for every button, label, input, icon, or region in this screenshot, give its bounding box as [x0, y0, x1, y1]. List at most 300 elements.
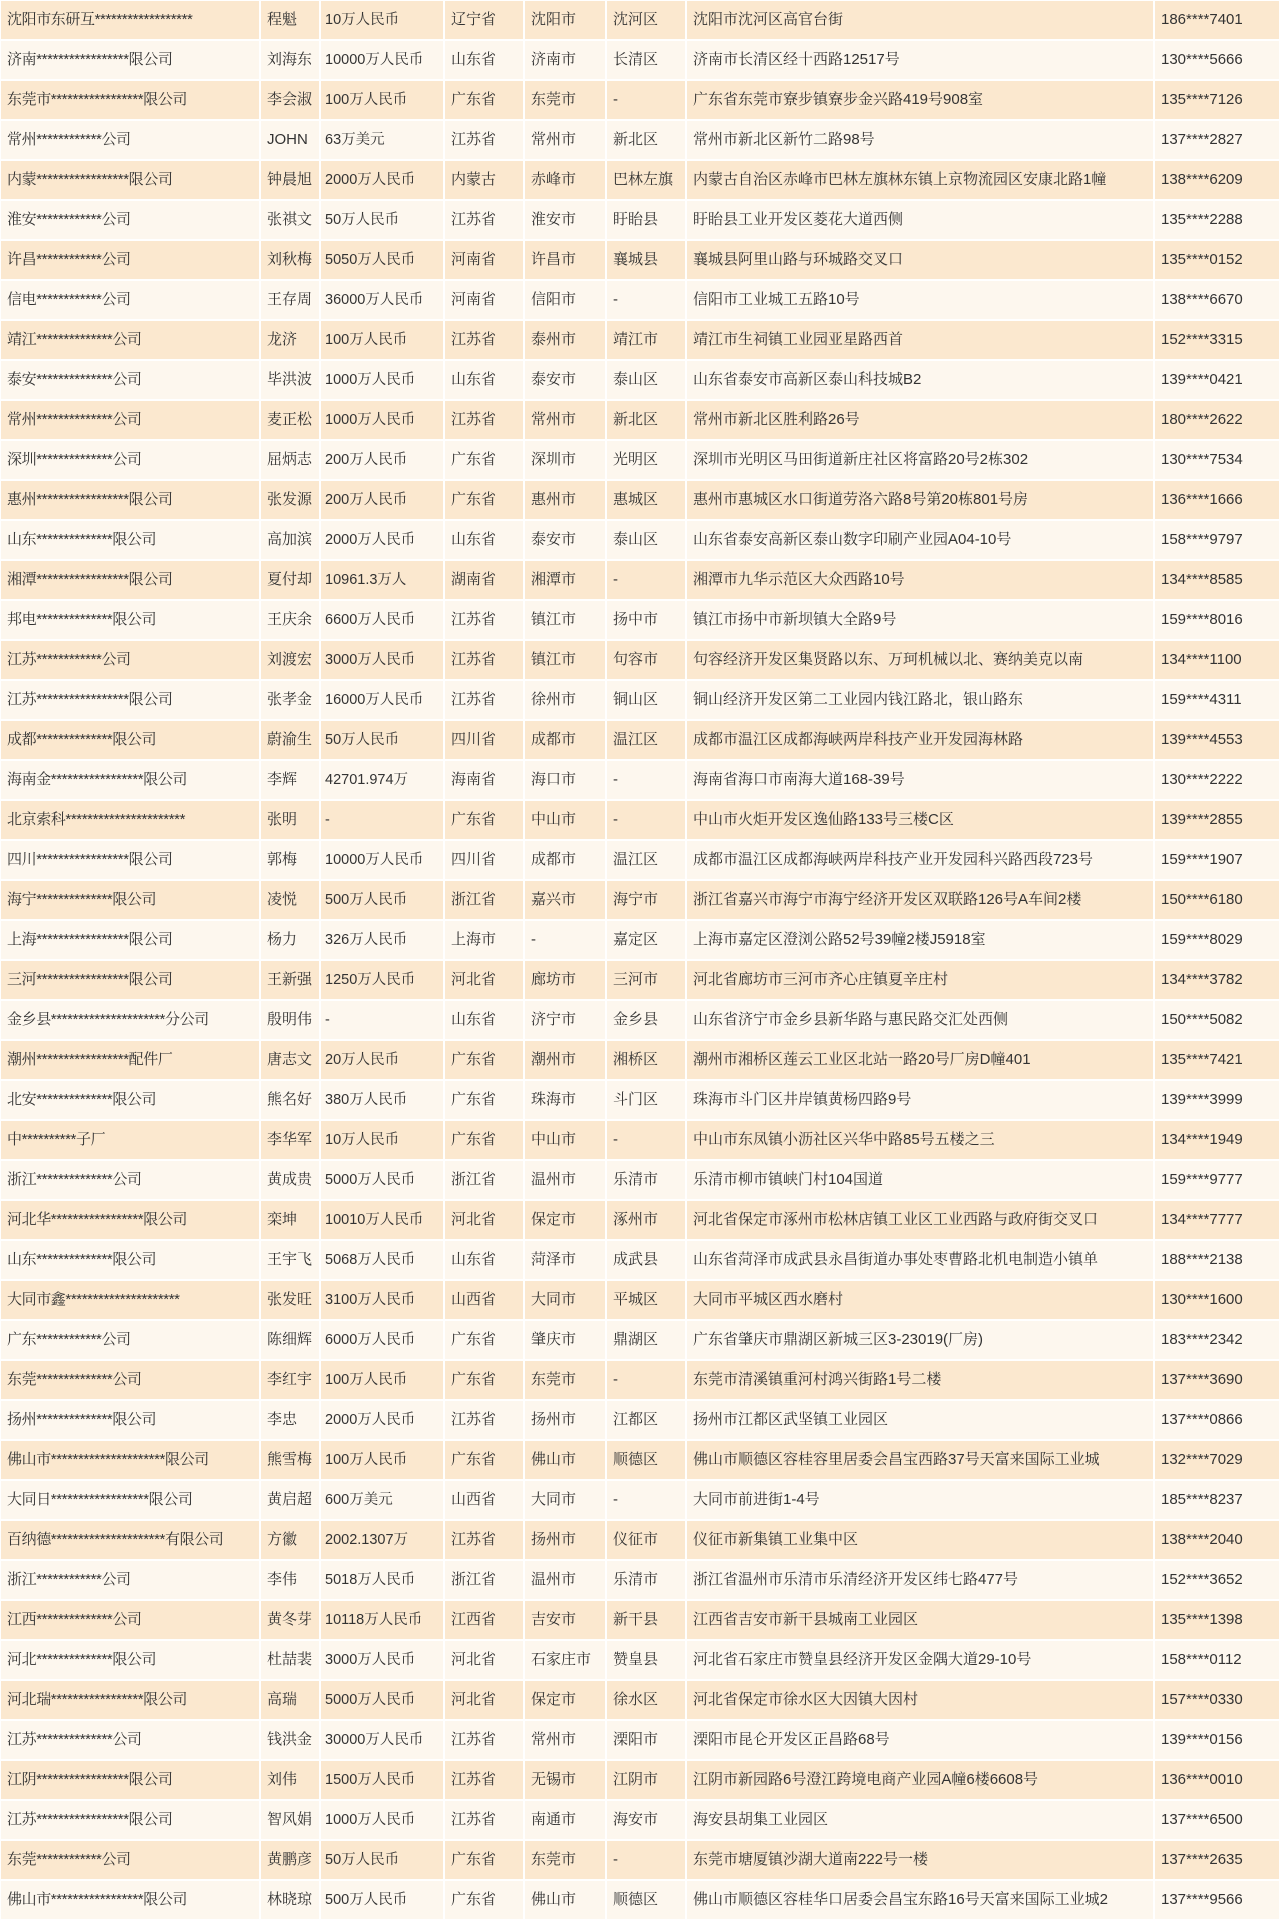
table-row: [1, 1721, 1279, 1759]
province-cell: 广东省: [445, 441, 523, 479]
address-cell: 山东省泰安高新区泰山数字印刷产业园A04-10号: [687, 521, 1153, 559]
legal-representative-cell: 张明: [261, 801, 319, 839]
city-cell: 泰州市: [525, 321, 605, 359]
legal-representative-cell: 刘渡宏: [261, 641, 319, 679]
phone-cell: 137****9566: [1155, 1881, 1279, 1919]
address-cell: 山东省泰安市高新区泰山科技城B2: [687, 361, 1153, 399]
address-cell: 溧阳市昆仑开发区正昌路68号: [687, 1721, 1153, 1759]
table-row: [1, 1321, 1279, 1359]
registered-capital-cell: 1500万人民币: [321, 1761, 443, 1799]
city-cell: 成都市: [525, 721, 605, 759]
district-cell: 靖江市: [607, 321, 685, 359]
registered-capital-cell: 5000万人民币: [321, 1161, 443, 1199]
table-row: [1, 1761, 1279, 1799]
legal-representative-cell: 熊雪梅: [261, 1441, 319, 1479]
table-row: [1, 1401, 1279, 1439]
company-name-cell: 北安**************限公司: [1, 1081, 259, 1119]
phone-cell: 137****2635: [1155, 1841, 1279, 1879]
phone-cell: 132****7029: [1155, 1441, 1279, 1479]
city-cell: 潮州市: [525, 1041, 605, 1079]
phone-cell: 159****9777: [1155, 1161, 1279, 1199]
address-cell: 上海市嘉定区澄浏公路52号39幢2楼J5918室: [687, 921, 1153, 959]
phone-cell: 135****7421: [1155, 1041, 1279, 1079]
city-cell: 镇江市: [525, 641, 605, 679]
legal-representative-cell: 刘海东: [261, 41, 319, 79]
registered-capital-cell: 2000万人民币: [321, 161, 443, 199]
table-row: [1, 561, 1279, 599]
district-cell: 三河市: [607, 961, 685, 999]
legal-representative-cell: 钟晨旭: [261, 161, 319, 199]
phone-cell: 138****6670: [1155, 281, 1279, 319]
phone-cell: 137****6500: [1155, 1801, 1279, 1839]
registered-capital-cell: 30000万人民币: [321, 1721, 443, 1759]
address-cell: 常州市新北区胜利路26号: [687, 401, 1153, 439]
province-cell: 山西省: [445, 1281, 523, 1319]
district-cell: -: [607, 561, 685, 599]
legal-representative-cell: 李会淑: [261, 81, 319, 119]
city-cell: 成都市: [525, 841, 605, 879]
phone-cell: 139****3999: [1155, 1081, 1279, 1119]
legal-representative-cell: 程魁: [261, 1, 319, 39]
address-cell: 东莞市塘厦镇沙湖大道南222号一楼: [687, 1841, 1153, 1879]
phone-cell: 135****7126: [1155, 81, 1279, 119]
company-name-cell: 江苏************公司: [1, 641, 259, 679]
registered-capital-cell: 2000万人民币: [321, 1401, 443, 1439]
province-cell: 河北省: [445, 1201, 523, 1239]
address-cell: 中山市东凤镇小沥社区兴华中路85号五楼之三: [687, 1121, 1153, 1159]
legal-representative-cell: 龙济: [261, 321, 319, 359]
registered-capital-cell: 10010万人民币: [321, 1201, 443, 1239]
city-cell: 菏泽市: [525, 1241, 605, 1279]
address-cell: 佛山市顺德区容桂容里居委会昌宝西路37号天富来国际工业城: [687, 1441, 1153, 1479]
city-cell: 珠海市: [525, 1081, 605, 1119]
address-cell: 沈阳市沈河区高官台街: [687, 1, 1153, 39]
legal-representative-cell: 高加滨: [261, 521, 319, 559]
table-row: [1, 1881, 1279, 1919]
company-name-cell: 河北**************限公司: [1, 1641, 259, 1679]
district-cell: 金乡县: [607, 1001, 685, 1039]
registered-capital-cell: 42701.974万: [321, 761, 443, 799]
registered-capital-cell: 100万人民币: [321, 1441, 443, 1479]
district-cell: 海宁市: [607, 881, 685, 919]
city-cell: 徐州市: [525, 681, 605, 719]
phone-cell: 134****3782: [1155, 961, 1279, 999]
registered-capital-cell: 36000万人民币: [321, 281, 443, 319]
city-cell: 中山市: [525, 1121, 605, 1159]
table-row: [1, 841, 1279, 879]
registered-capital-cell: 5068万人民币: [321, 1241, 443, 1279]
province-cell: 江苏省: [445, 681, 523, 719]
table-row: [1, 1161, 1279, 1199]
phone-cell: 135****0152: [1155, 241, 1279, 279]
table-row: [1, 961, 1279, 999]
legal-representative-cell: 林晓琼: [261, 1881, 319, 1919]
registered-capital-cell: 16000万人民币: [321, 681, 443, 719]
legal-representative-cell: JOHN: [261, 121, 319, 159]
company-name-cell: 河北华*****************限公司: [1, 1201, 259, 1239]
table-row: [1, 1, 1279, 39]
registered-capital-cell: 6600万人民币: [321, 601, 443, 639]
address-cell: 河北省保定市涿州市松林店镇工业区工业西路与政府街交叉口: [687, 1201, 1153, 1239]
company-name-cell: 内蒙*****************限公司: [1, 161, 259, 199]
phone-cell: 137****2827: [1155, 121, 1279, 159]
address-cell: 潮州市湘桥区莲云工业区北站一路20号厂房D幢401: [687, 1041, 1153, 1079]
registered-capital-cell: 10000万人民币: [321, 841, 443, 879]
city-cell: 东莞市: [525, 1361, 605, 1399]
registered-capital-cell: 200万人民币: [321, 481, 443, 519]
company-name-cell: 浙江************公司: [1, 1561, 259, 1599]
address-cell: 河北省廊坊市三河市齐心庄镇夏辛庄村: [687, 961, 1153, 999]
province-cell: 山西省: [445, 1481, 523, 1519]
district-cell: 湘桥区: [607, 1041, 685, 1079]
province-cell: 江西省: [445, 1601, 523, 1639]
phone-cell: 135****2288: [1155, 201, 1279, 239]
province-cell: 广东省: [445, 1841, 523, 1879]
phone-cell: 150****5082: [1155, 1001, 1279, 1039]
city-cell: 吉安市: [525, 1601, 605, 1639]
table-row: [1, 601, 1279, 639]
province-cell: 广东省: [445, 1881, 523, 1919]
district-cell: 光明区: [607, 441, 685, 479]
table-row: [1, 1681, 1279, 1719]
table-row: [1, 1801, 1279, 1839]
legal-representative-cell: 黄启超: [261, 1481, 319, 1519]
district-cell: 盱眙县: [607, 201, 685, 239]
phone-cell: 130****2222: [1155, 761, 1279, 799]
district-cell: -: [607, 801, 685, 839]
company-name-cell: 浙江**************公司: [1, 1161, 259, 1199]
address-cell: 信阳市工业城工五路10号: [687, 281, 1153, 319]
table-row: [1, 1081, 1279, 1119]
province-cell: 四川省: [445, 841, 523, 879]
district-cell: -: [607, 1841, 685, 1879]
company-name-cell: 江西**************公司: [1, 1601, 259, 1639]
address-cell: 山东省济宁市金乡县新华路与惠民路交汇处西侧: [687, 1001, 1153, 1039]
legal-representative-cell: 李华军: [261, 1121, 319, 1159]
address-cell: 广东省东莞市寮步镇寮步金兴路419号908室: [687, 81, 1153, 119]
district-cell: 顺德区: [607, 1881, 685, 1919]
city-cell: 廊坊市: [525, 961, 605, 999]
registered-capital-cell: 10万人民币: [321, 1, 443, 39]
city-cell: 保定市: [525, 1681, 605, 1719]
province-cell: 浙江省: [445, 881, 523, 919]
address-cell: 东莞市清溪镇重河村鸿兴街路1号二楼: [687, 1361, 1153, 1399]
table-row: [1, 921, 1279, 959]
company-name-cell: 江苏*****************限公司: [1, 1801, 259, 1839]
district-cell: 溧阳市: [607, 1721, 685, 1759]
phone-cell: 188****2138: [1155, 1241, 1279, 1279]
city-cell: 南通市: [525, 1801, 605, 1839]
company-name-cell: 江阴*****************限公司: [1, 1761, 259, 1799]
company-name-cell: 许昌************公司: [1, 241, 259, 279]
table-row: [1, 1641, 1279, 1679]
phone-cell: 137****3690: [1155, 1361, 1279, 1399]
district-cell: 泰山区: [607, 521, 685, 559]
province-cell: 河南省: [445, 241, 523, 279]
registered-capital-cell: 5018万人民币: [321, 1561, 443, 1599]
legal-representative-cell: 殷明伟: [261, 1001, 319, 1039]
company-name-cell: 潮州*****************配件厂: [1, 1041, 259, 1079]
province-cell: 江苏省: [445, 321, 523, 359]
district-cell: -: [607, 81, 685, 119]
phone-cell: 152****3315: [1155, 321, 1279, 359]
phone-cell: 152****3652: [1155, 1561, 1279, 1599]
table-row: [1, 1561, 1279, 1599]
district-cell: 仪征市: [607, 1521, 685, 1559]
company-name-cell: 海南金*****************限公司: [1, 761, 259, 799]
company-name-cell: 成都**************限公司: [1, 721, 259, 759]
phone-cell: 137****0866: [1155, 1401, 1279, 1439]
province-cell: 河北省: [445, 961, 523, 999]
province-cell: 河南省: [445, 281, 523, 319]
registered-capital-cell: 3100万人民币: [321, 1281, 443, 1319]
city-cell: 常州市: [525, 121, 605, 159]
registered-capital-cell: 63万美元: [321, 121, 443, 159]
district-cell: 扬中市: [607, 601, 685, 639]
company-name-cell: 常州**************公司: [1, 401, 259, 439]
city-cell: 扬州市: [525, 1401, 605, 1439]
district-cell: 长清区: [607, 41, 685, 79]
phone-cell: 159****8029: [1155, 921, 1279, 959]
address-cell: 海南省海口市南海大道168-39号: [687, 761, 1153, 799]
city-cell: 惠州市: [525, 481, 605, 519]
province-cell: 湖南省: [445, 561, 523, 599]
legal-representative-cell: 唐志文: [261, 1041, 319, 1079]
district-cell: -: [607, 1361, 685, 1399]
table-row: [1, 481, 1279, 519]
city-cell: 常州市: [525, 401, 605, 439]
address-cell: 佛山市顺德区容桂华口居委会昌宝东路16号天富来国际工业城2: [687, 1881, 1153, 1919]
district-cell: 顺德区: [607, 1441, 685, 1479]
table-row: [1, 1121, 1279, 1159]
address-cell: 常州市新北区新竹二路98号: [687, 121, 1153, 159]
company-name-cell: 江苏*****************限公司: [1, 681, 259, 719]
table-row: [1, 241, 1279, 279]
address-cell: 广东省肇庆市鼎湖区新城三区3-23019(厂房): [687, 1321, 1153, 1359]
province-cell: 海南省: [445, 761, 523, 799]
address-cell: 湘潭市九华示范区大众西路10号: [687, 561, 1153, 599]
registered-capital-cell: 380万人民币: [321, 1081, 443, 1119]
phone-cell: 130****1600: [1155, 1281, 1279, 1319]
registered-capital-cell: 10万人民币: [321, 1121, 443, 1159]
company-name-cell: 大同市鑫*********************: [1, 1281, 259, 1319]
legal-representative-cell: 李红宇: [261, 1361, 319, 1399]
district-cell: 涿州市: [607, 1201, 685, 1239]
registered-capital-cell: 5050万人民币: [321, 241, 443, 279]
table-row: [1, 121, 1279, 159]
city-cell: 无锡市: [525, 1761, 605, 1799]
registered-capital-cell: 2000万人民币: [321, 521, 443, 559]
registered-capital-cell: 50万人民币: [321, 201, 443, 239]
address-cell: 铜山经济开发区第二工业园内钱江路北，银山路东: [687, 681, 1153, 719]
company-name-cell: 江苏**************公司: [1, 1721, 259, 1759]
address-cell: 成都市温江区成都海峡两岸科技产业开发园海林路: [687, 721, 1153, 759]
table-row: [1, 81, 1279, 119]
company-name-cell: 佛山市*****************限公司: [1, 1881, 259, 1919]
table-row: [1, 681, 1279, 719]
company-name-cell: 沈阳市东研互******************: [1, 1, 259, 39]
legal-representative-cell: 钱洪金: [261, 1721, 319, 1759]
company-name-cell: 东莞**************公司: [1, 1361, 259, 1399]
company-name-cell: 广东************公司: [1, 1321, 259, 1359]
address-cell: 山东省菏泽市成武县永昌街道办事处枣曹路北机电制造小镇单: [687, 1241, 1153, 1279]
phone-cell: 183****2342: [1155, 1321, 1279, 1359]
registered-capital-cell: 100万人民币: [321, 1361, 443, 1399]
table-row: [1, 161, 1279, 199]
table-row: [1, 441, 1279, 479]
table-row: [1, 1201, 1279, 1239]
province-cell: 辽宁省: [445, 1, 523, 39]
district-cell: -: [607, 281, 685, 319]
company-name-cell: 扬州**************限公司: [1, 1401, 259, 1439]
city-cell: 佛山市: [525, 1441, 605, 1479]
company-name-cell: 常州************公司: [1, 121, 259, 159]
company-name-cell: 东莞市*****************限公司: [1, 81, 259, 119]
address-cell: 扬州市江都区武坚镇工业园区: [687, 1401, 1153, 1439]
registered-capital-cell: 50万人民币: [321, 1841, 443, 1879]
registered-capital-cell: -: [321, 801, 443, 839]
company-name-cell: 大同日******************限公司: [1, 1481, 259, 1519]
phone-cell: 159****1907: [1155, 841, 1279, 879]
table-row: [1, 1041, 1279, 1079]
company-name-cell: 河北瑞*****************限公司: [1, 1681, 259, 1719]
district-cell: -: [607, 1121, 685, 1159]
district-cell: 铜山区: [607, 681, 685, 719]
legal-representative-cell: 杜喆裴: [261, 1641, 319, 1679]
company-name-cell: 信电************公司: [1, 281, 259, 319]
phone-cell: 139****0421: [1155, 361, 1279, 399]
city-cell: 肇庆市: [525, 1321, 605, 1359]
table-row: [1, 721, 1279, 759]
phone-cell: 136****1666: [1155, 481, 1279, 519]
province-cell: 山东省: [445, 41, 523, 79]
phone-cell: 159****4311: [1155, 681, 1279, 719]
legal-representative-cell: 毕洪波: [261, 361, 319, 399]
province-cell: 广东省: [445, 1441, 523, 1479]
phone-cell: 130****5666: [1155, 41, 1279, 79]
city-cell: 东莞市: [525, 1841, 605, 1879]
address-cell: 乐清市柳市镇峡门村104国道: [687, 1161, 1153, 1199]
registered-capital-cell: 100万人民币: [321, 321, 443, 359]
district-cell: 温江区: [607, 841, 685, 879]
phone-cell: 158****9797: [1155, 521, 1279, 559]
district-cell: 泰山区: [607, 361, 685, 399]
district-cell: 惠城区: [607, 481, 685, 519]
district-cell: 襄城县: [607, 241, 685, 279]
registered-capital-cell: 6000万人民币: [321, 1321, 443, 1359]
district-cell: 斗门区: [607, 1081, 685, 1119]
province-cell: 广东省: [445, 1121, 523, 1159]
company-name-cell: 泰安**************公司: [1, 361, 259, 399]
legal-representative-cell: 张发旺: [261, 1281, 319, 1319]
legal-representative-cell: 李忠: [261, 1401, 319, 1439]
province-cell: 江苏省: [445, 121, 523, 159]
legal-representative-cell: 夏付却: [261, 561, 319, 599]
address-cell: 靖江市生祠镇工业园亚星路西首: [687, 321, 1153, 359]
legal-representative-cell: 熊名好: [261, 1081, 319, 1119]
phone-cell: 136****0010: [1155, 1761, 1279, 1799]
address-cell: 中山市火炬开发区逸仙路133号三楼C区: [687, 801, 1153, 839]
registered-capital-cell: 3000万人民币: [321, 1641, 443, 1679]
registered-capital-cell: 100万人民币: [321, 81, 443, 119]
legal-representative-cell: 黄冬芽: [261, 1601, 319, 1639]
city-cell: 保定市: [525, 1201, 605, 1239]
company-name-cell: 山东**************限公司: [1, 1241, 259, 1279]
legal-representative-cell: 张发源: [261, 481, 319, 519]
address-cell: 珠海市斗门区井岸镇黄杨四路9号: [687, 1081, 1153, 1119]
registered-capital-cell: 5000万人民币: [321, 1681, 443, 1719]
city-cell: 赤峰市: [525, 161, 605, 199]
district-cell: -: [607, 761, 685, 799]
company-name-cell: 靖江**************公司: [1, 321, 259, 359]
province-cell: 江苏省: [445, 1521, 523, 1559]
city-cell: 常州市: [525, 1721, 605, 1759]
province-cell: 山东省: [445, 521, 523, 559]
district-cell: 鼎湖区: [607, 1321, 685, 1359]
company-name-cell: 海宁**************限公司: [1, 881, 259, 919]
address-cell: 句容经济开发区集贤路以东、万珂机械以北、赛纳美克以南: [687, 641, 1153, 679]
city-cell: 扬州市: [525, 1521, 605, 1559]
legal-representative-cell: 蔚渝生: [261, 721, 319, 759]
address-cell: 大同市平城区西水磨村: [687, 1281, 1153, 1319]
province-cell: 河北省: [445, 1681, 523, 1719]
legal-representative-cell: 王新强: [261, 961, 319, 999]
registered-capital-cell: 2002.1307万: [321, 1521, 443, 1559]
legal-representative-cell: 王存周: [261, 281, 319, 319]
city-cell: 沈阳市: [525, 1, 605, 39]
city-cell: 佛山市: [525, 1881, 605, 1919]
phone-cell: 139****2855: [1155, 801, 1279, 839]
city-cell: 东莞市: [525, 81, 605, 119]
registered-capital-cell: 500万人民币: [321, 1881, 443, 1919]
registered-capital-cell: 600万美元: [321, 1481, 443, 1519]
phone-cell: 134****1100: [1155, 641, 1279, 679]
registered-capital-cell: 1000万人民币: [321, 361, 443, 399]
phone-cell: 186****7401: [1155, 1, 1279, 39]
province-cell: 江苏省: [445, 201, 523, 239]
address-cell: 江阴市新园路6号澄江跨境电商产业园A幢6楼6608号: [687, 1761, 1153, 1799]
district-cell: 沈河区: [607, 1, 685, 39]
district-cell: 海安市: [607, 1801, 685, 1839]
registered-capital-cell: 200万人民币: [321, 441, 443, 479]
city-cell: 济宁市: [525, 1001, 605, 1039]
province-cell: 内蒙古: [445, 161, 523, 199]
legal-representative-cell: 张孝金: [261, 681, 319, 719]
address-cell: 浙江省温州市乐清市乐清经济开发区纬七路477号: [687, 1561, 1153, 1599]
province-cell: 广东省: [445, 1321, 523, 1359]
legal-representative-cell: 高瑞: [261, 1681, 319, 1719]
company-name-cell: 东莞************公司: [1, 1841, 259, 1879]
district-cell: 温江区: [607, 721, 685, 759]
registered-capital-cell: 1250万人民币: [321, 961, 443, 999]
district-cell: 巴林左旗: [607, 161, 685, 199]
table-row: [1, 1601, 1279, 1639]
city-cell: 济南市: [525, 41, 605, 79]
province-cell: 江苏省: [445, 1761, 523, 1799]
registered-capital-cell: 1000万人民币: [321, 1801, 443, 1839]
table-row: [1, 1521, 1279, 1559]
registered-capital-cell: -: [321, 1001, 443, 1039]
table-row: [1, 1841, 1279, 1879]
company-name-cell: 邦电**************限公司: [1, 601, 259, 639]
address-cell: 襄城县阿里山路与环城路交叉口: [687, 241, 1153, 279]
company-name-cell: 百纳德*********************有限公司: [1, 1521, 259, 1559]
company-name-cell: 中**********子厂: [1, 1121, 259, 1159]
city-cell: -: [525, 921, 605, 959]
company-name-cell: 深圳**************公司: [1, 441, 259, 479]
province-cell: 广东省: [445, 481, 523, 519]
district-cell: 句容市: [607, 641, 685, 679]
